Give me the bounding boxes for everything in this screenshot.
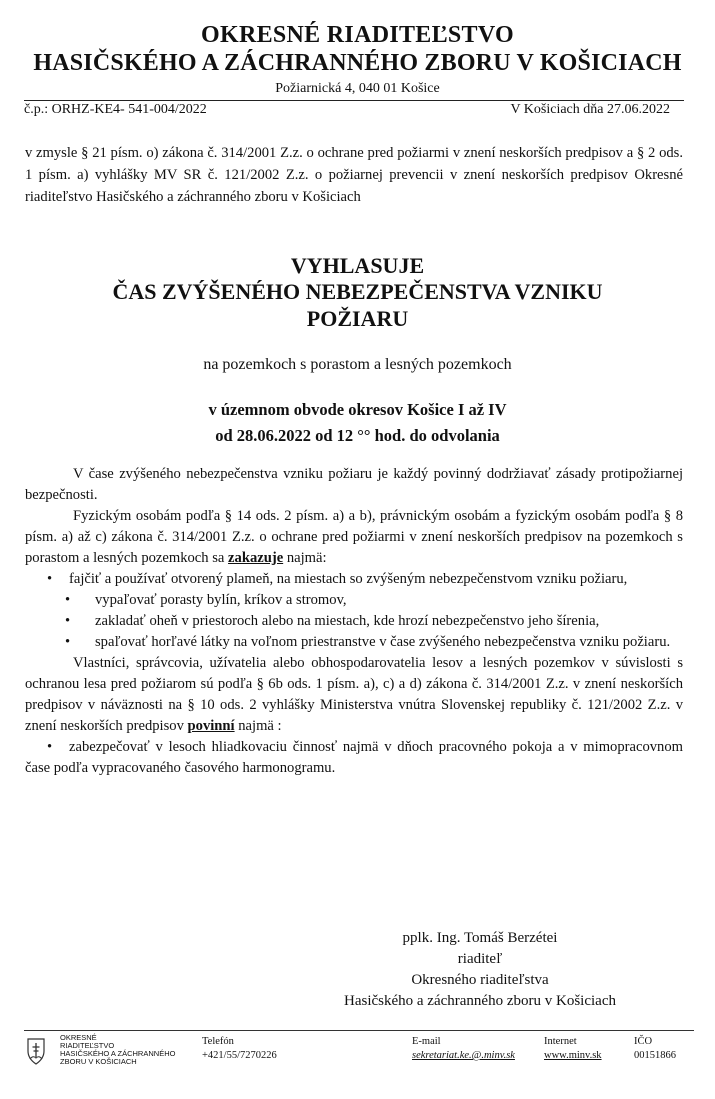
paragraph-2-text: Fyzickým osobám podľa § 14 ods. 2 písm. a) a b), právnickým osobám a fyzickým osobám podľa § 8 písm. a) až c) zákona č. 314/2001 Z.z. o ochrane pred požiarmi v znení neskorších predpisov na pozemkoch s porastom a lesných pozemkoch sa xyxy=(25,508,683,566)
footer-web xyxy=(544,1035,602,1063)
bullet-icon: • xyxy=(47,739,53,755)
email-link[interactable]: sekretariat.ke.@.minv.sk xyxy=(412,1050,515,1061)
intro-paragraph: v zmysle § 21 písm. o) zákona č. 314/2001 Z.z. o ochrane pred požiarmi v znení neskorších predpisov a § 2 ods. 1 písm. a) vyhlášky MV SR č. 121/2002 Z.z. o požiarnej prevencii v znení neskorších predpisov Okresné riaditeľstvo Hasičského a záchranného zboru v Košiciach xyxy=(25,145,683,205)
paragraph-3-tail: najmä : xyxy=(234,718,282,734)
title-line1: VYHLASUJE xyxy=(290,253,425,278)
signatory-org1: Okresného riaditeľstva xyxy=(411,972,549,988)
footer-email xyxy=(412,1035,515,1063)
list-item xyxy=(25,632,683,653)
obligations-list xyxy=(25,737,683,779)
paragraph-2-tail: najmä: xyxy=(283,550,327,566)
subtitle: na pozemkoch s porastom a lesných pozemkoch xyxy=(203,356,512,373)
footer-phone xyxy=(202,1035,277,1063)
web-label: Internet xyxy=(544,1036,577,1047)
footer-org-name xyxy=(60,1034,175,1066)
signature-block xyxy=(300,928,660,1012)
paragraph-3 xyxy=(25,653,683,737)
ico-label: IČO xyxy=(634,1036,653,1047)
header-address: Požiarnická 4, 040 01 Košice xyxy=(275,81,440,96)
footer-ico xyxy=(634,1035,676,1063)
bullet-icon: • xyxy=(65,634,71,650)
prohibitions-list xyxy=(25,569,683,653)
footer xyxy=(24,1030,694,1071)
email-label: E-mail xyxy=(412,1036,441,1047)
signatory-org2: Hasičského a záchranného zboru v Košiciach xyxy=(344,993,616,1009)
bullet-icon: • xyxy=(47,571,53,587)
signatory-name: pplk. Ing. Tomáš Berzétei xyxy=(402,930,558,946)
area-line2: od 28.06.2022 od 12 °° hod. do odvolania xyxy=(215,426,500,445)
title-line2: ČAS ZVÝŠENÉHO NEBEZPEČENSTVA VZNIKU xyxy=(112,279,603,304)
list-item-text: fajčiť a používať otvorený plameň, na miestach so zvýšeným nebezpečenstvom vzniku požiaru, xyxy=(69,571,628,587)
bullet-icon: • xyxy=(65,592,71,608)
bullet-icon: • xyxy=(65,613,71,629)
signatory-role: riaditeľ xyxy=(457,951,503,967)
web-link[interactable]: www.minv.sk xyxy=(544,1050,602,1061)
title-line3: POŽIARU xyxy=(306,306,409,331)
paragraph-2 xyxy=(25,506,683,569)
obligation-emphasis: povinní xyxy=(187,718,235,734)
header-title-line2: HASIČSKÉHO A ZÁCHRANNÉHO ZBORU V KOŠICIACH xyxy=(33,50,682,76)
footer-org-line: ZBORU V KOŠICIACH xyxy=(60,1057,137,1066)
paragraph-1: V čase zvýšeného nebezpečenstva vzniku požiaru je každý povinný dodržiavať zásady protipožiarnej bezpečnosti. xyxy=(25,466,683,503)
list-item-text: spaľovať horľavé látky na voľnom priestranstve v čase zvýšeného nebezpečenstva vzniku požiaru. xyxy=(95,634,671,650)
place-date: V Košiciach dňa 27.06.2022 xyxy=(510,102,670,117)
list-item-text: vypaľovať porasty bylín, kríkov a stromov, xyxy=(95,592,347,608)
reference-number: č.p.: ORHZ-KE4- 541-004/2022 xyxy=(24,102,207,117)
phone-label: Telefón xyxy=(202,1036,234,1047)
list-item xyxy=(25,590,683,611)
phone-value: +421/55/7270226 xyxy=(202,1050,277,1061)
footer-org-line: OKRESNÉ xyxy=(60,1033,97,1042)
slovak-coat-of-arms-icon xyxy=(26,1037,46,1065)
ico-value: 00151866 xyxy=(634,1050,676,1061)
footer-org-line: RIADITEĽSTVO xyxy=(60,1041,115,1050)
list-item-text: zakladať oheň v priestoroch alebo na miestach, kde hrozí nebezpečenstvo jeho šírenia, xyxy=(95,613,600,629)
area-line1: v územnom obvode okresov Košice I až IV xyxy=(208,400,507,419)
reference-line xyxy=(24,100,684,123)
list-item xyxy=(25,569,683,590)
list-item-text: zabezpečovať v lesoch hliadkovaciu činnosť najmä v dňoch pracovného pokoja a v mimopracovnom čase podľa vypracovaného časového harmonogramu. xyxy=(25,739,683,776)
footer-org-line: HASIČSKÉHO A ZÁCHRANNÉHO xyxy=(60,1049,176,1058)
body-text xyxy=(25,464,683,779)
list-item xyxy=(25,611,683,632)
prohibited-emphasis: zakazuje xyxy=(228,550,284,566)
list-item xyxy=(25,737,683,779)
header-title-line1: OKRESNÉ RIADITEĽSTVO xyxy=(201,22,514,48)
paragraph-3-text: Vlastníci, správcovia, užívatelia alebo obhospodarovatelia lesov a lesných pozemkov v súvislosti s ochranou lesa pred požiarom sú podľa § 6b ods. 1 písm. a), c) a d) zákona č. 314/2001 Z.z. v znení neskorších predpisov v náväznosti na § 10 ods. 2 vyhlášky Ministerstva vnútra Slovenskej republiky č. 121/2002 Z.z. v znení neskorších predpisov xyxy=(25,655,683,734)
